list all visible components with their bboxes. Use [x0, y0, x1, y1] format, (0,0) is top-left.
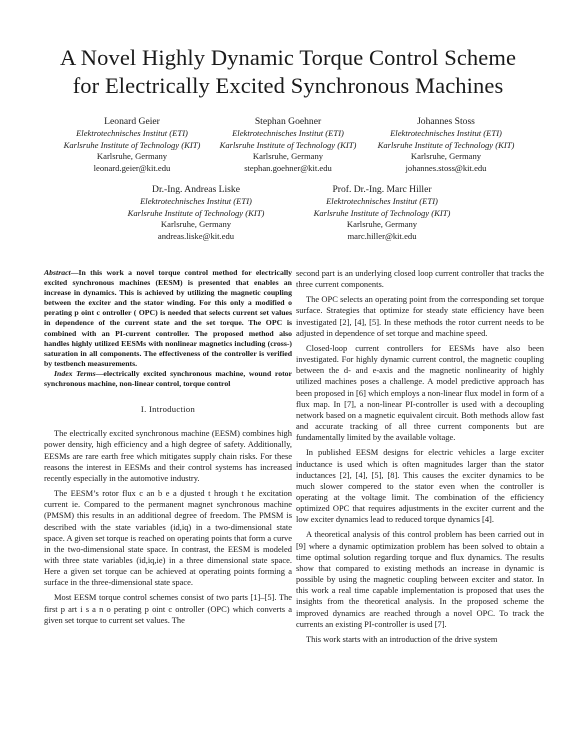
abstract-text: —In this work a novel torque control method for electrically excited synchronous machines (EESM) is presented that enables an increase in dynamics. This is achieved by utilizing the magnetic coupling between the exciter and the stator winding. For this only a modified o perating p oint c ontroller ( OPC) is needed that selects current set values in dependence of the current state and the set torque. The OPC is combined with an PI-current controller. The proposed method also handles highly utilized EESMs with nonlinear magnetics including (cross-) saturation in all components. The effectiveness of the controller is verified by testbench measurements. [44, 268, 292, 368]
author-city: Karlsruhe, Germany [96, 151, 168, 162]
author-email: andreas.liske@kit.edu [157, 230, 235, 241]
author-email: stephan.goehner@kit.edu [244, 162, 332, 173]
author-email: leonard.geier@kit.edu [93, 162, 171, 173]
author-block [42, 116, 222, 174]
author-dept: Elektrotechnisches Institut (ETI) [326, 196, 438, 206]
index-terms-label: Index Terms [54, 368, 96, 378]
author-email: johannes.stoss@kit.edu [405, 162, 487, 173]
paragraph: second part is an underlying closed loop current controller that tracks the three current components. [296, 268, 544, 290]
paragraph: Closed-loop current controllers for EESMs have also been investigated. For highly dynamic current control, the magnetic coupling between the d- and e-axis and the magnetic nonlinearity of highly utilized machines poses a challenge. A model predictive approach has been proposed in [6] which employs a non-linear flux model in form of a flux map. In [7], a non-linear PI-controller is used with a decoupling network based on a magnetic equivalent circuit. Both methods allow fast and accurate tracking of all three current components but are fundamentally limited by the available voltage. [296, 342, 544, 443]
author-city: Karlsruhe, Germany [160, 219, 232, 230]
author-institution: Karlsruhe Institute of Technology (KIT) [377, 139, 515, 150]
index-terms-text: —electrically excited synchronous machine, wound rotor synchronous machine, non-linear control, torque control [44, 368, 292, 389]
author-institution: Karlsruhe Institute of Technology (KIT) [63, 139, 201, 150]
author-name: Stephan Goehner [254, 116, 322, 127]
author-name: Dr.-Ing. Andreas Liske [152, 184, 240, 195]
author-name: Johannes Stoss [417, 116, 475, 127]
index-terms [44, 369, 292, 389]
paragraph: The electrically excited synchronous machine (EESM) combines high power density, high efficiency and a high degree of safety. Additionally, EESMs are rare earth free which mitigates supply chain risks. For these reasons the interest in EESMs and their control systems has increased recently especially in the automotive industry. [44, 428, 292, 483]
paragraph: In published EESM designs for electric vehicles a large exciter inductance is used which is often magnitudes larger than the stator inductances [2], [4], [5], [8]. This causes the exciter dynamics to be much slower compered to the stator even when the controller is operating at the voltage limit. The combination of the efficiency optimized OPC that requires adjustments in the exciter current and the low exciter dynamics lead to reduced torque dynamics [4]. [296, 447, 544, 525]
title-line-2: for Electrically Excited Synchronous Machines [72, 73, 504, 98]
author-city: Karlsruhe, Germany [346, 219, 418, 230]
author-dept: Elektrotechnisches Institut (ETI) [232, 128, 344, 138]
author-city: Karlsruhe, Germany [410, 151, 482, 162]
author-email: marc.hiller@kit.edu [347, 230, 417, 241]
author-block [198, 116, 378, 174]
author-block [106, 184, 286, 242]
author-name: Leonard Geier [104, 116, 160, 127]
abstract-label: Abstract [44, 268, 71, 277]
author-block [292, 184, 472, 242]
author-block [356, 116, 536, 174]
right-column [296, 268, 544, 645]
paragraph: Most EESM torque control schemes consist of two parts [1]–[5]. The first p art i s a n o perating p oint c ontroller (OPC) which converts a given set torque to current set values. The [44, 592, 292, 625]
paragraph: A theoretical analysis of this control problem has been carried out in [9] where a dynamic optimization problem has been solved to obtain a time optimal solution regarding torque and flux dynamics. The results show that compared to existing methods an increase in dynamic is possible by using the magnetic coupling between exciter and stator. In this work a real time capable implementation is proposed that uses the insights from the theoretical analysis. In the proposed scheme the improved dynamics are reached through a novel OPC. To track the currents an existing PI-controller is used [7]. [296, 529, 544, 629]
paper-title [20, 44, 556, 100]
title-line-1: A Novel Highly Dynamic Torque Control Scheme [59, 45, 517, 70]
author-dept: Elektrotechnisches Institut (ETI) [390, 128, 502, 138]
author-institution: Karlsruhe Institute of Technology (KIT) [313, 207, 451, 218]
paragraph: The EESM’s rotor flux c an b e a djusted t hrough t he excitation current ie. Compared to the permanent magnet synchronous machine (PMSM) this results in an additional degree of freedom. The PMSM is described with the state variables (id,iq) in a two-dimensional state space. A given set torque is reached on operating points that form a curve in the two-dimensional state space. In contrast, the EESM is modeled with three state variables (id,iq,ie) in a three dimensional state space. Here a given set torque can be achieved at operating points forming a surface in the three-dimensional state space. [44, 488, 292, 588]
left-column [44, 268, 292, 626]
paragraph: The OPC selects an operating point from the corresponding set torque surface. Strategies that optimize for steady state efficiency have been investigated [2], [4], [5]. In these methods the rotor current needs to be adjusted in dependence of set torque and machine speed. [296, 294, 544, 338]
author-institution: Karlsruhe Institute of Technology (KIT) [219, 139, 357, 150]
author-dept: Elektrotechnisches Institut (ETI) [76, 128, 188, 138]
author-dept: Elektrotechnisches Institut (ETI) [140, 196, 252, 206]
abstract [44, 268, 292, 369]
section-heading: I. Introduction [140, 404, 196, 415]
author-city: Karlsruhe, Germany [252, 151, 324, 162]
author-name: Prof. Dr.-Ing. Marc Hiller [332, 184, 432, 195]
paragraph: This work starts with an introduction of the drive system [306, 633, 498, 644]
author-institution: Karlsruhe Institute of Technology (KIT) [127, 207, 265, 218]
